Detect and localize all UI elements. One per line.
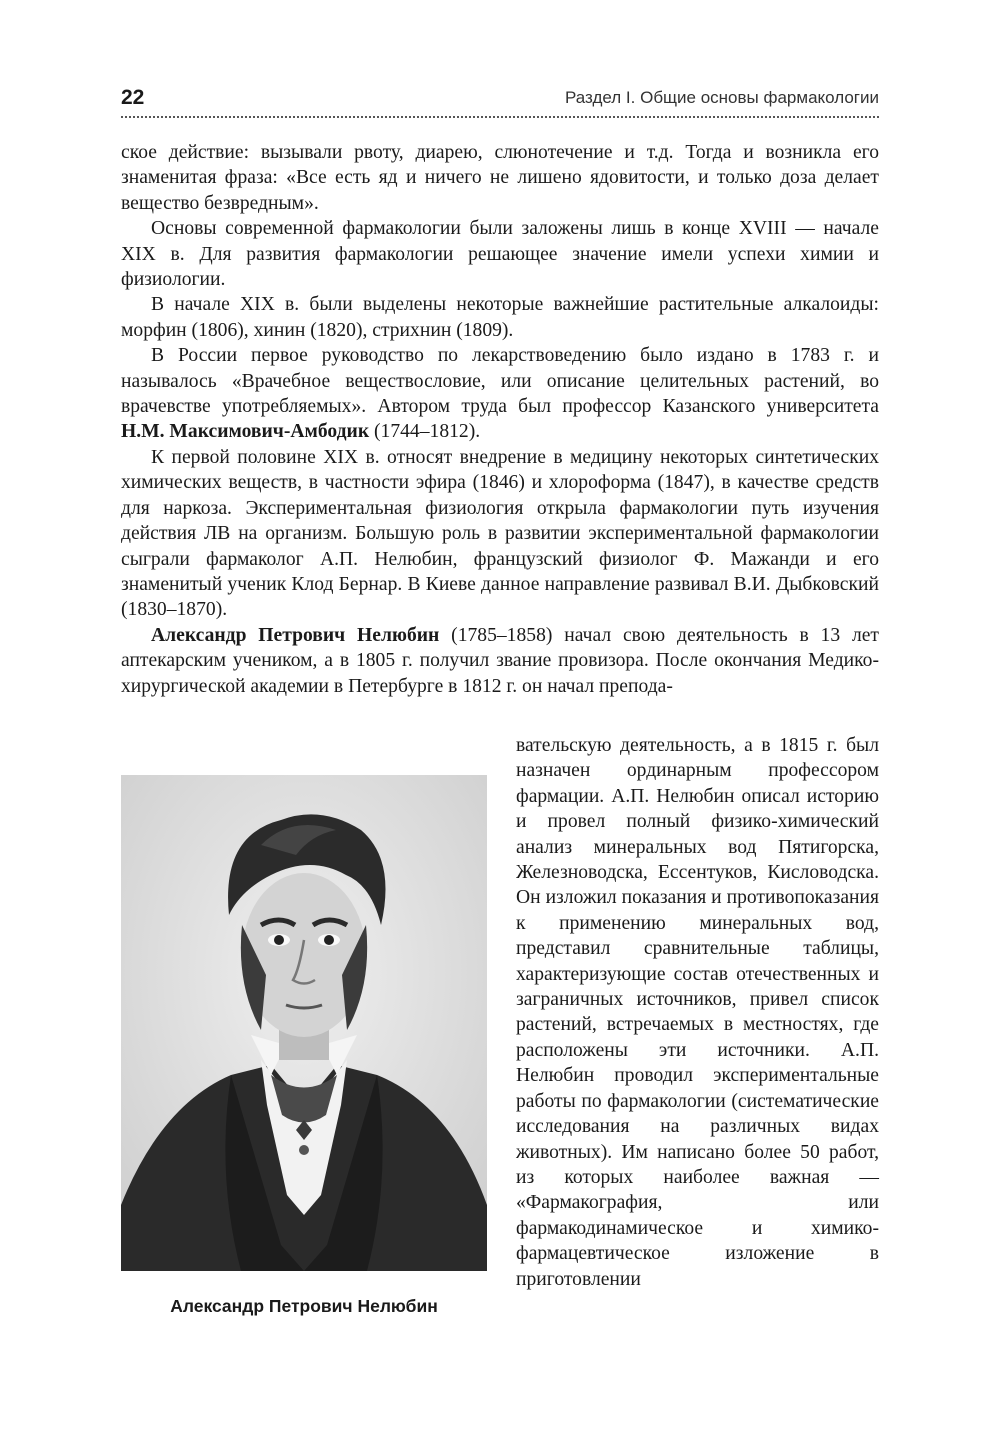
paragraph-3: В начале XIX в. были выделены некоторые важнейшие растительные алкалоиды: морфин (1806), хинин (1820), стрихнин (1809). bbox=[121, 294, 879, 341]
paragraph-6-text: (1785–1858) начал свою деятельность в 13 лет аптекарским учеником, а в 1805 г. получил звание провизора. После окончания Медико-хирургической академии в Петербурге в 1812 г. он начал препода- bbox=[121, 624, 879, 697]
running-title: Раздел I. Общие основы фармакологии bbox=[565, 88, 879, 107]
person-name-ambodik: Н.М. Максимович-Амбодик bbox=[121, 421, 370, 443]
paragraph-5: К первой половине XIX в. относят внедрение в медицину некоторых синтетических химических веществ, в частности эфира (1846) и хлороформа (1847), в качестве средств для наркоза. Экспериментальная физиология открыла фармакологии путь изучения действия ЛВ на организм. Большую роль в развитии экспериментальной фармакологии сыграли фармаколог А.П. Нелюбин, французский физиолог Ф. Мажанди и его знаменитый ученик Клод Бернар. В Киеве данное направление развивал В.И. Дыбковский (1830–1870). bbox=[121, 446, 879, 621]
paragraph-6 bbox=[121, 623, 879, 699]
paragraph-4-text: В России первое руководство по лекарствоведению было издано в 1783 г. и называлось «Врачебное веществословие, или описание целительных растений, во врачевстве употребляемых». Автором труда был профессор Казанского университета bbox=[121, 345, 879, 418]
side-text bbox=[516, 733, 879, 1292]
paragraph-4-dates: (1744–1812). bbox=[369, 421, 481, 443]
main-text bbox=[121, 140, 879, 699]
paragraph-6-continued: вательскую деятельность, а в 1815 г. был назначен ординарным профессором фармации. А.П. Нелюбин описал историю и провел полный физико-химический анализ минеральных вод Пятигорска, Железноводска, Ессентуков, Кисловодска. Он изложил показания и противопоказания к применению минеральных вод, представил сравнительные таблицы, характеризующие состав отечественных и заграничных источников, привел список растений, встречаемых в местностях, где расположены эти источники. А.П. Нелюбин проводил экспериментальные работы по фармакологии (систематические исследования на различных видах животных). Им написано более 50 работ, из которых наиболее важная — «Фармакография, или фармакодинамическое и химико-фармацевтическое изложение в приготовлении bbox=[516, 735, 879, 1290]
paragraph-4 bbox=[121, 343, 879, 445]
portrait-figure bbox=[121, 775, 487, 1271]
figure-caption: Александр Петрович Нелюбин bbox=[170, 1296, 438, 1316]
paragraph-1: ское действие: вызывали рвоту, диарею, слюнотечение и т.д. Тогда и возникла его знаменитая фраза: «Все есть яд и ничего не лишено ядовитости, и только доза делает вещество безвредным». bbox=[121, 142, 879, 214]
portrait-image bbox=[121, 775, 487, 1271]
paragraph-2: Основы современной фармакологии были заложены лишь в конце XVIII — начале XIX в. Для развития фармакологии решающее значение имели успехи химии и физиологии. bbox=[121, 218, 879, 291]
person-name-nelyubin: Александр Петрович Нелюбин bbox=[151, 624, 440, 646]
page-number: 22 bbox=[121, 86, 145, 109]
page-header bbox=[121, 82, 879, 118]
